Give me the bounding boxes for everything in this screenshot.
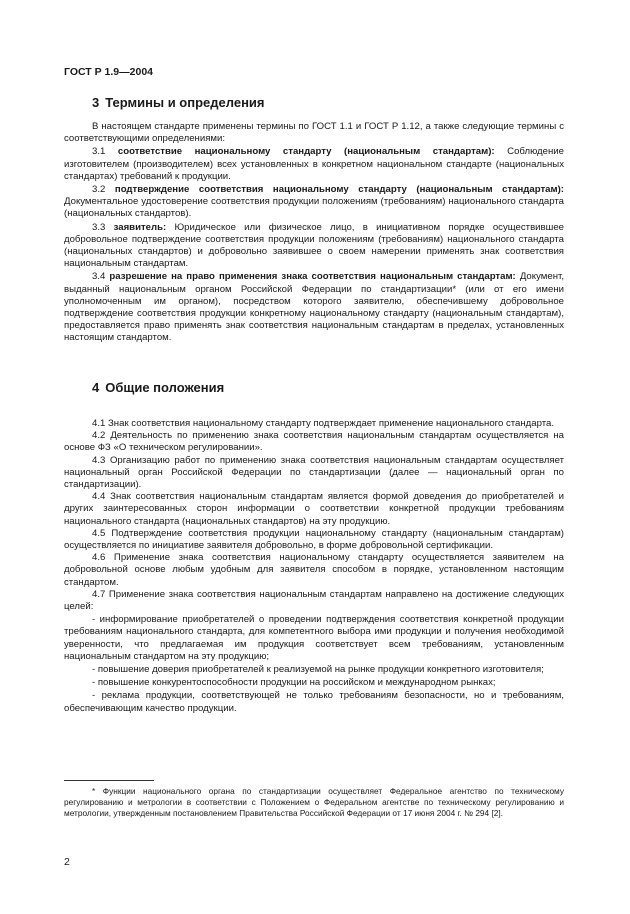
term-3-4: 3.4 разрешение на право применения знака соответствия национальным стандартам: Документ, выданный национальным органом Российской Федерации по стандартизации* (или от его имени уполномоченным им органом), посредством которого заявителю, обеспечившему добровольное подтверждение соответствия продукции конкретному национальному стандарту (национальным стандартам), предоставляется право применять знак соответствия национальным стандартам в пределах, установленных настоящим стандартом. [64,271,564,344]
section-4-heading [92,380,224,395]
goal-list-item: - информирование приобретателей о проведении подтверждения соответствия конкретной продукции требованиям национального стандарта, для компетентного выбора ими продукции и получения необходимой уверенности, что предлагаемая им продукция соответствует всем требованиям, установленным национальным стандартом на эту продукцию; [64,614,564,662]
clause-4-3: 4.3 Организацию работ по применению знака соответствия национальным стандартам осуществляет национальный орган Российской Федерации по стандартизации (далее — национальный орган по стандартизации). [64,454,564,491]
page-number: 2 [64,856,70,868]
document-header-code: ГОСТ Р 1.9—2004 [64,66,154,78]
term-3-2: 3.2 подтверждение соответствия национальному стандарту (национальным стандартам): Документальное удостоверение соответствия продукции положениям (требованиям) национального стандарта (национальных стандартов). [64,184,564,220]
section-3-heading [92,95,265,110]
section-3-body [64,121,564,345]
term-definition: Документ, выданный национальным органом Российской Федерации по стандартизации* (или от его имени уполномоченным им органом), посредством которого заявителю, обеспечившему добровольное подтверждение соответствия продукции конкретному национальному стандарту (национальным стандартам), предоставляется право применять знак соответствия национальным стандартам в пределах, установленных настоящим стандартом. [64,271,564,344]
section-3-intro: В настоящем стандарте применены термины по ГОСТ 1.1 и ГОСТ Р 1.12, а также следующие термины с соответствующими определениями: [64,121,564,145]
clause-4-5: 4.5 Подтверждение соответствия продукции национальному стандарту (национальным стандартам) осуществляется по инициативе заявителя добровольно, в форме добровольной сертификации. [64,527,564,552]
term-definition: Юридическое или физическое лицо, в инициативном порядке осуществившее добровольное подтверждение соответствия продукции положениям (требованиям) национального стандарта (национальных стандартов) и добровольно заявившее о своем намерении применять знак соответствия национальным стандартам. [64,221,564,270]
footnote-divider [64,780,154,781]
term-name: разрешение на право применения знака соответствия национальным стандартам: [109,271,516,283]
footnote [64,786,564,819]
term-name: подтверждение соответствия национальному стандарту (национальным стандартам): [114,184,564,196]
goal-list-item: - повышение доверия приобретателей к реализуемой на рынке продукции конкретного изготовителя; [92,664,544,676]
clause-4-2: 4.2 Деятельность по применению знака соответствия национальным стандартам осуществляется на основе ФЗ «О техническом регулировании». [64,430,564,454]
clause-4-6: 4.6 Применение знака соответствия национальному стандарту осуществляется заявителем на добровольной основе любым удобным для заявителя способом в порядке, установленном настоящим стандартом. [64,552,565,588]
goal-list-item: - реклама продукции, соответствующей не только требованиям безопасности, но и требованиям, обеспечивающим качество продукции. [64,690,564,714]
term-name: заявитель: [113,221,167,233]
term-name: соответствие национальному стандарту (национальным стандартам): [117,146,495,158]
section-title: Термины и определения [105,95,265,110]
section-title: Общие положения [105,380,225,395]
section-number: 3 [92,95,100,110]
term-3-1: 3.1 соответствие национальному стандарту (национальным стандартам): Соблюдение изготовителем (производителем) всех установленных в конкретном национальном стандарте (национальных стандартах) требований к продукции. [64,146,564,182]
term-definition: Соблюдение изготовителем (производителем) всех установленных в конкретном национальном стандарте (национальных стандартах) требований к продукции. [64,146,564,182]
goal-list-item: - повышение конкурентоспособности продукции на российском и международном рынках; [92,677,496,689]
section-number: 4 [92,380,100,395]
footnote-text: * Функции национального органа по стандартизации осуществляет Федеральное агентство по техническому регулированию и метрологии в соответствии с Положением о Федеральном агентстве по техническому регулированию и метрологии, утвержденным постановлением Правительства Российской Федерации от 17 июня 2004 г. № 294 [2]. [64,786,564,818]
term-3-3: 3.3 заявитель: Юридическое или физическое лицо, в инициативном порядке осуществившее добровольное подтверждение соответствия продукции положениям (требованиям) национального стандарта (национальных стандартов) и добровольно заявившее о своем намерении применять знак соответствия национальным стандартам. [64,221,564,270]
clause-4-4: 4.4 Знак соответствия национальным стандартам является формой доведения до приобретателей и других заинтересованных сторон информации о соответствии конкретной продукции требованиям национального стандарта (национальных стандартов) на эту продукцию. [64,491,564,527]
section-4-body [64,418,564,715]
term-definition: Документальное удостоверение соответствия продукции положениям (требованиям) национального стандарта (национальных стандартов). [64,196,564,220]
clause-4-1: 4.1 Знак соответствия национальному стандарту подтверждает применение национального стандарта. [92,418,555,429]
clause-4-7: 4.7 Применение знака соответствия национальным стандартам направлено на достижение следующих целей: [64,588,564,613]
